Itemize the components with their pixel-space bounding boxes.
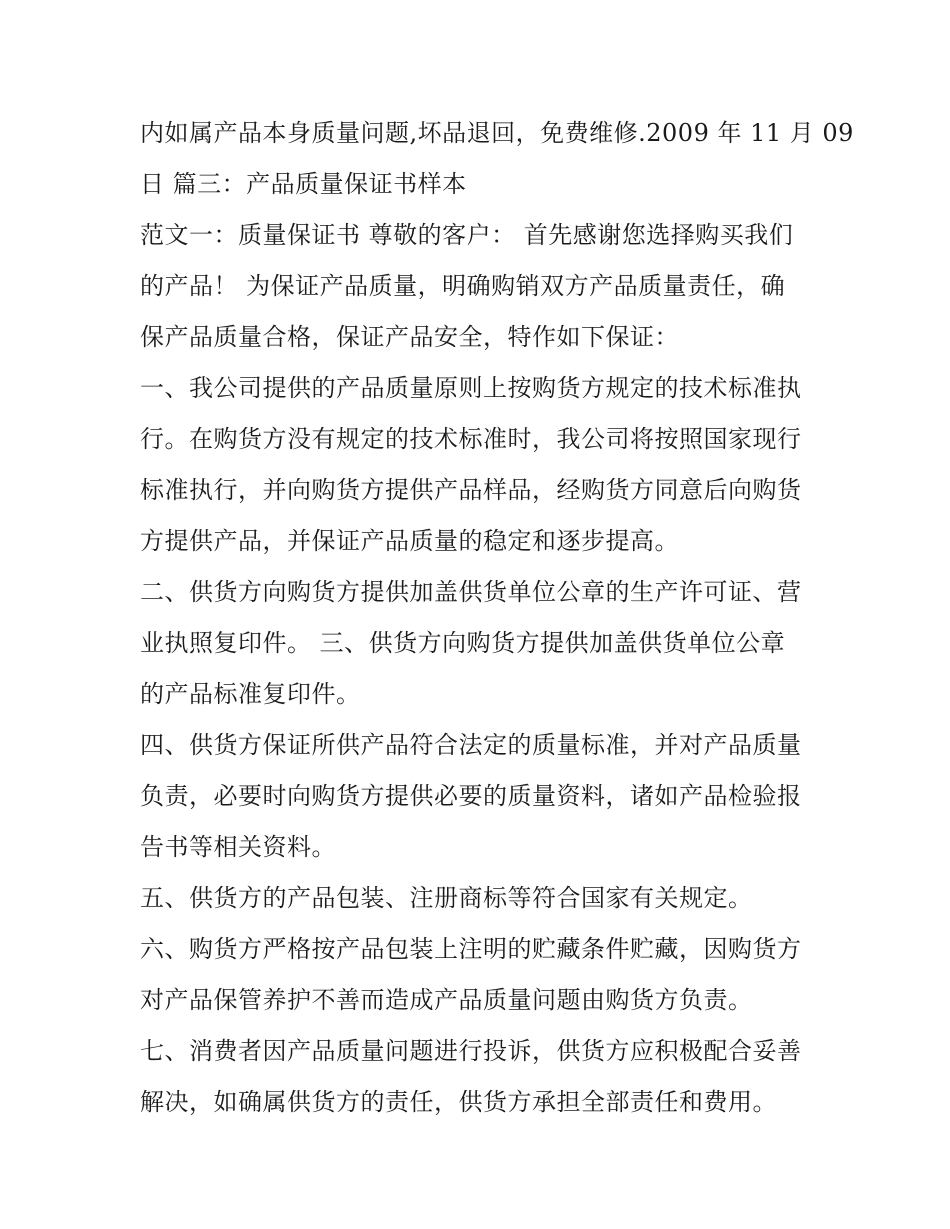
text-line: 范文一：质量保证书 尊敬的客户： 首先感谢您选择购买我们 [140, 221, 794, 249]
text-line: 四、供货方保证所供产品符合法定的质量标准，并对产品质量 [140, 731, 802, 759]
text-line: 六、购货方严格按产品包装上注明的贮藏条件贮藏，因购货方 [140, 935, 802, 963]
text-line: 方提供产品，并保证产品质量的稳定和逐步提高。 [140, 527, 679, 555]
text-line: 行。在购货方没有规定的技术标准时，我公司将按照国家现行 [140, 425, 802, 453]
text-line: 二、供货方向购货方提供加盖供货单位公章的生产许可证、营 [140, 578, 802, 606]
text-line: 日 篇三：产品质量保证书样本 [140, 170, 467, 198]
text-line: 七、消费者因产品质量问题进行投诉，供货方应积极配合妥善 [140, 1037, 802, 1065]
text-line: 内如属产品本身质量问题,坏品退回，免费维修.2009 年 11 月 09 [140, 119, 854, 147]
text-line: 负责，必要时向购货方提供必要的质量资料，诸如产品检验报 [140, 782, 802, 810]
document-body [140, 108, 854, 1128]
text-line: 的产品标准复印件。 [140, 680, 361, 708]
text-line: 一、我公司提供的产品质量原则上按购货方规定的技术标准执 [140, 374, 802, 402]
text-line: 保产品质量合格，保证产品安全，特作如下保证： [140, 323, 679, 351]
text-line: 标准执行，并向购货方提供产品样品，经购货方同意后向购货 [140, 476, 802, 504]
text-line: 解决，如确属供货方的责任，供货方承担全部责任和费用。 [140, 1088, 777, 1116]
text-line: 对产品保管养护不善而造成产品质量问题由购货方负责。 [140, 986, 753, 1014]
text-line: 的产品！ 为保证产品质量，明确购销双方产品质量责任，确 [140, 272, 786, 300]
text-line: 业执照复印件。 三、供货方向购货方提供加盖供货单位公章 [140, 629, 786, 657]
text-line: 告书等相关资料。 [140, 833, 336, 861]
text-line: 五、供货方的产品包装、注册商标等符合国家有关规定。 [140, 884, 753, 912]
